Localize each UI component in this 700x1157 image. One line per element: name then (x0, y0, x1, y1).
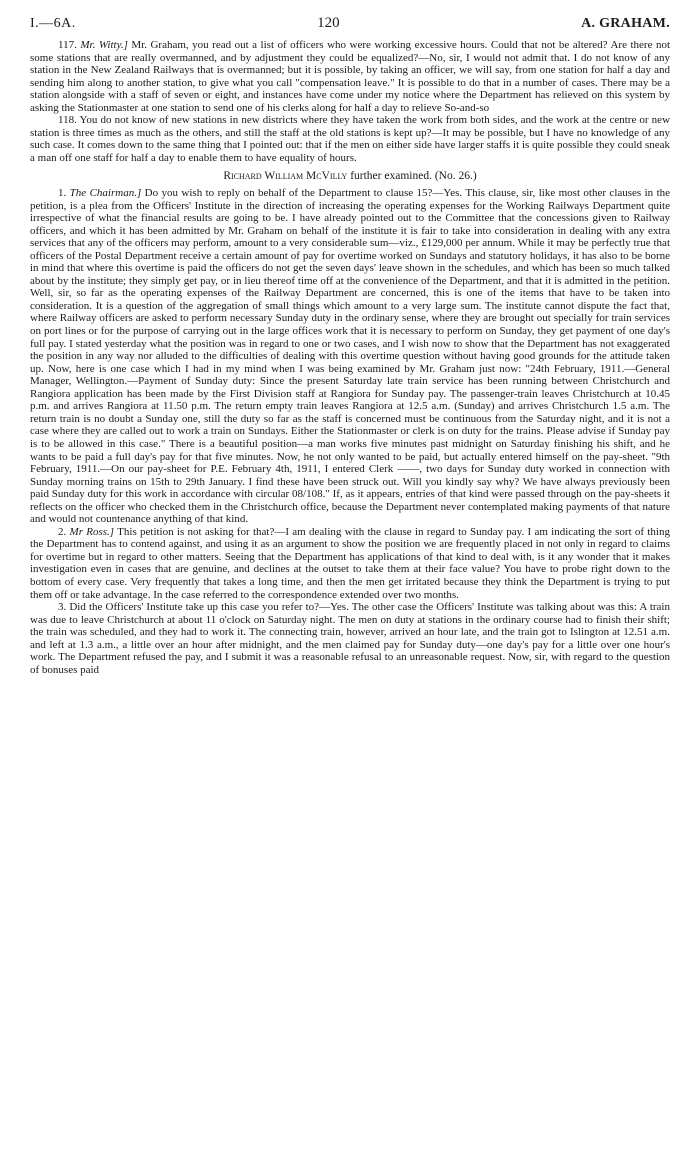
question-speaker: The Chairman.] (69, 187, 142, 200)
heading-name: Richard William McVilly (223, 170, 348, 183)
question-number: 2. (58, 525, 67, 538)
question-speaker: Mr. Witty.] (80, 39, 128, 51)
question-text: Do you wish to reply on behalf of the Department to clause 15?—Yes. This clause, sir, like most other clauses in the petition, is a plea from the Officers' Institute in the direction of increasing the operating expenses for the Working Railways Department quite irrespective of what the financial results are going to be. I have already pointed out to the Committee that the concessions given to Railway officers, and which it has been admitted by Mr. Graham on behalf of the institute it is fair to take into consideration in dealing with any extra services that any of the officers may perform, amount to a very considerable sum—viz., £129,000 per annum. While it may be perfectly true that officers of the Postal Department receive a certain amount of pay for overtime worked on Sundays and statutory holidays, it has also to be borne in mind that where this overtime is paid the officers do not get the seven days' leave shown in the schedules, and which has been so much talked about by the institute; they simply get pay, or in lieu thereof time off at the convenience of the Department, and that it is admitted in the petition. Well, sir, so far as the operating expenses of the Railway Department are concerned, this is one of the items that have to be taken into consideration. It is a question of the aggregation of small things which amount to a very large sum. The institute cannot dispute the fact that, where Railway officers are asked to perform necessary Sunday duty in the ordinary sense, where they are brought out specially for train services on port lines or for the purpose of carrying out in the large offices work that it is necessary to perform on Sunday, they get payment of one day's full pay. I stated yesterday what the position was in regard to one or two cases, and I wish now to show that the Department has not exaggerated the position in any way nor alluded to the difficulties of dealing with this overtime question without having good grounds for the attitude taken up. Now, here is one case which I had in my mind when I was being examined by Mr. Graham just now: "24th February, 1911.—General Manager, Wellington.—Payment of Sunday duty: Since the present Saturday late train service has been running between Christchurch and Rangiora application has been made by the First Division staff at Rangiora for Sunday pay. The passenger-train leaves Christchurch at 10.45 p.m. and arrives Rangiora at 11.50 p.m. The return empty train leaves Rangiora at 12.5 a.m. (Sunday) and arrives Christchurch 1.5 a.m. The return train is no doubt a Sunday one, still the duty so far as the staff is concerned must be continuous from the Saturday night, and it is not a case where they are called out to work a train on Sundays. Either the Stationmaster or clerk is on duty for the trains. Please advise if Sunday pay is to be allowed in this case." There is a beautiful position—a man works five minutes past midnight on Saturday finishing his shift, and he wants to be paid a full day's pay for that five minutes. Now, he not only wanted to be paid, but actually entered himself on the pay-sheet. "9th February, 1911.—On our pay-sheet for P.E. February 4th, 1911, I entered Clerk ——, two days for Sunday duty worked in connection with Sunday morning trains on 15th to 29th January. I find these have been struck out. Will you kindly say why? We have always previously been paid Sunday duty for this work in accordance with circular 08/108." If, as it appears, entries of that kind were passed through on the pay-sheets it reflects on the officer who checked them in the Christchurch office, because the Department never contemplated making payments of that nature and would not countenance anything of that kind. (30, 187, 671, 526)
page-number: 120 (317, 15, 340, 31)
question-text: This petition is not asking for that?—I am dealing with the clause in regard to Sunday pay. I am indicating the sort of thing the Department has to contend against, and using it as an argument to show the position we are frequently placed in not only in regard to claims for overtime but in regard to other matters. Seeing that the Department has applications of that kind to deal with, is it any wonder that it makes investigation even in cases that are genuine, and declines at the outset to take them at their face value? You have to probe right down to the bottom of every case. Very frequently that takes a long time, and then the men get irritated because they think the Department is trying to put them off or take advantage. In the case referred to the correspondence extended over two months. (30, 525, 670, 601)
question-text: Mr. Graham, you read out a list of officers who were working excessive hours. Could that not be altered? Are there not some stations that are really overmanned, and by adjustment they could be equalized?—No, sir, I would not admit that. I do not know of any station in the New Zealand Railways that is overmanned; but it is possible, by taking an officer, we will say, from one station for half a day and sending him along to another station, to give what you call "compensation leave." It is possible to do that in a number of cases. There may be a station alongside with a staff of seven or eight, and instances have come under my notice where the Department has relieved on this system by asking the Stationmaster at one station to send one of his clerks along for half a day to relieve So-and-so (30, 39, 671, 114)
question-paragraph (30, 39, 670, 114)
question-paragraph (30, 601, 670, 676)
question-paragraph (30, 526, 670, 601)
question-number: 3. (58, 601, 67, 614)
heading-number: (No. 26.) (434, 170, 477, 183)
question-number: 1. (58, 187, 67, 200)
question-text: You do not know of new stations in new districts where they have taken the work from both sides, and the work at the centre or new station is three times as much as the others, and still the staff at the old stations is kept up?—It may be possible, but I have no knowledge of any such case. It comes down to the same thing that I pointed out: that if the men on either side have larger staffs it is quite possible they could sneak a man off one staff for half a day to enable them to have equality of hours. (30, 114, 671, 164)
question-speaker: Mr Ross.] (69, 525, 115, 538)
question-number: 118. (58, 114, 77, 127)
heading-rest: further examined. (350, 170, 432, 183)
question-text: Did the Officers' Institute take up this case you refer to?—Yes. The other case the Officers' Institute was talking about was this: A train was due to leave Christchurch at about 11 o'clock on Saturday night. The men on duty at stations in the ordinary course had to finish their shift; the train was scheduled, and they had to work it. The connecting train, however, arrived an hour late, and the train got to Islington at 12.51 a.m. and left at 1.3 a.m., a little over an hour after midnight, and the men claimed pay for Sunday duty—one day's pay for a little over one hour's work. The Department refused the pay, and I submit it was a reasonable refusal to an unreasonable request. Now, sir, with regard to the question of bonuses paid (30, 601, 670, 676)
page-header (30, 14, 670, 33)
question-number: 117. (58, 39, 77, 51)
document-reference: I.—6A. (30, 16, 76, 31)
question-paragraph (30, 114, 670, 164)
question-paragraph (30, 187, 670, 526)
witness-heading (30, 170, 670, 183)
witness-name: A. GRAHAM. (581, 16, 670, 31)
